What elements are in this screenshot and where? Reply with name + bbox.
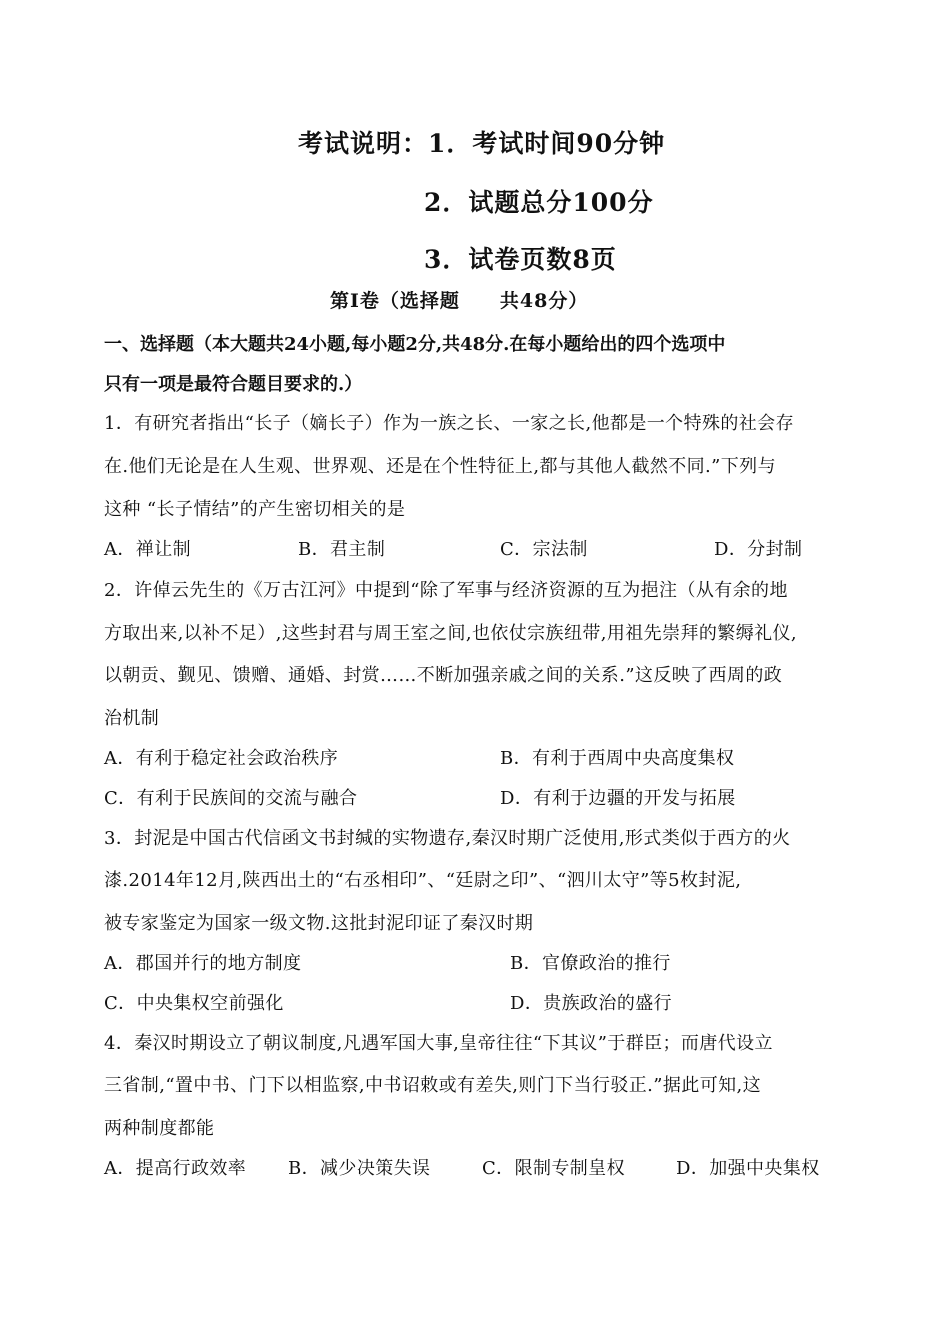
question-text-line: 4．秦汉时期设立了朝议制度,凡遇军国大事,皇帝往往“下其议”于群臣；而唐代设立 [104,1033,773,1054]
option-a[interactable]: A．郡国并行的地方制度 [104,953,302,974]
option-a[interactable]: A．禅让制 [104,539,191,560]
option-b[interactable]: B．有利于西周中央高度集权 [500,748,735,769]
question-text-line: 方取出来,以补不足）,这些封君与周王室之间,也依仗宗族纽带,用祖先崇拜的繁缛礼仪, [104,623,798,644]
exam-notes-line-3: 3．试卷页数8页 [424,245,617,274]
question-text-line: 2．许倬云先生的《万古江河》中提到“除了军事与经济资源的互为挹注（从有余的地 [104,580,788,601]
part-one-title: 第Ⅰ卷（选择题 共48分） [330,290,589,312]
question-text-line: 在.他们无论是在人生观、世界观、还是在个性特征上,都与其他人截然不同.”下列与 [104,456,776,477]
option-c[interactable]: C．宗法制 [500,539,588,560]
option-a[interactable]: A．提高行政效率 [104,1158,247,1179]
question-text-line: 两种制度都能 [104,1118,215,1139]
section-instruction-line-2: 只有一项是最符合题目要求的.） [104,374,363,395]
option-b[interactable]: B．官僚政治的推行 [510,953,671,974]
question-text-line: 漆.2014年12月,陕西出土的“右丞相印”、“廷尉之印”、“泗川太守”等5枚封泥, [104,870,742,891]
exam-notes-line-1: 考试说明：1．考试时间90分钟 [298,129,666,158]
option-c[interactable]: C．有利于民族间的交流与融合 [104,788,358,809]
exam-notes-line-2: 2．试题总分100分 [424,188,654,217]
section-instruction-line-1: 一、选择题（本大题共24小题,每小题2分,共48分.在每小题给出的四个选项中 [104,334,726,355]
question-text-line: 3．封泥是中国古代信函文书封缄的实物遗存,秦汉时期广泛使用,形式类似于西方的火 [104,828,791,849]
option-d[interactable]: D．贵族政治的盛行 [510,993,673,1014]
option-b[interactable]: B．减少决策失误 [288,1158,431,1179]
question-text-line: 1．有研究者指出“长子（嫡长子）作为一族之长、一家之长,他都是一个特殊的社会存 [104,413,794,434]
option-c[interactable]: C．限制专制皇权 [482,1158,625,1179]
option-c[interactable]: C．中央集权空前强化 [104,993,284,1014]
question-text-line: 这种 “长子情结”的产生密切相关的是 [104,499,406,520]
option-d[interactable]: D．有利于边疆的开发与拓展 [500,788,736,809]
question-text-line: 以朝贡、觐见、馈赠、通婚、封赏……不断加强亲戚之间的关系.”这反映了西周的政 [104,665,783,686]
question-text-line: 被专家鉴定为国家一级文物.这批封泥印证了秦汉时期 [104,913,534,934]
option-b[interactable]: B．君主制 [298,539,386,560]
option-d[interactable]: D．分封制 [714,539,803,560]
option-d[interactable]: D．加强中央集权 [676,1158,820,1179]
question-text-line: 三省制,“置中书、门下以相监察,中书诏敕或有差失,则门下当行驳正.”据此可知,这 [104,1075,762,1096]
question-text-line: 治机制 [104,708,160,729]
option-a[interactable]: A．有利于稳定社会政治秩序 [104,748,339,769]
